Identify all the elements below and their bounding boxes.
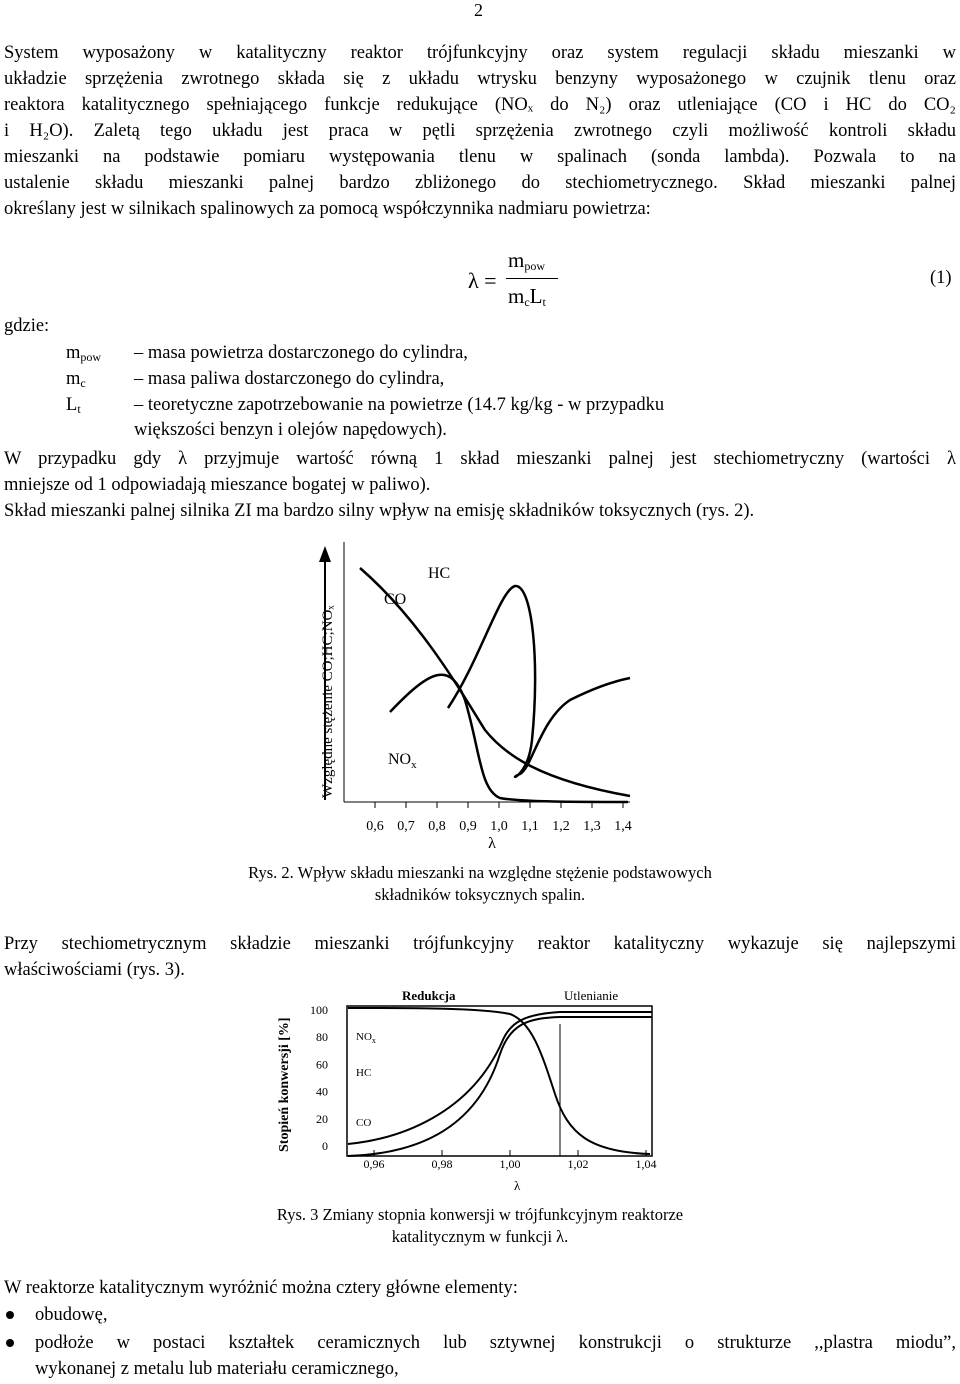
caption-line: składników toksycznych spalin. <box>374 885 586 904</box>
definition-text: – masa paliwa dostarczonego do cylindra, <box>134 369 445 389</box>
fig2-x-tick-label: 1,4 <box>614 819 632 834</box>
figure-3-chart <box>270 984 690 1196</box>
definition-continuation: większości benzyn i olejów napędowych). <box>134 420 447 440</box>
formula-numerator: $m_{pow}$ <box>508 248 546 273</box>
fig3-y-tick-label: 60 <box>316 1057 328 1072</box>
figure-3-caption <box>0 1204 960 1248</box>
nox-label: $NO_x$ <box>388 751 417 771</box>
hc-curve <box>448 586 630 777</box>
hc-conv-label: HC <box>356 1067 372 1079</box>
definition-symbol: $L_t$ <box>66 395 81 416</box>
equation-number: (1) <box>930 268 952 288</box>
fig2-x-tick-label: 1,0 <box>490 819 508 834</box>
fig2-x-tick-label: 0,9 <box>459 819 477 834</box>
list-item-text: obudowę, <box>35 1305 108 1325</box>
arrow-head-icon <box>319 546 331 562</box>
definition-symbol: $m_c$ <box>66 369 86 390</box>
caption-line: katalitycznym w funkcji λ. <box>391 1227 569 1246</box>
caption-line: Rys. 3 Zmiany stopnia konwersji w trójfunkcyjnym reaktorze <box>276 1205 684 1224</box>
fig2-ylabel: Względne stężenie CO;HC;NOₓ <box>320 605 336 798</box>
gdzie-label: gdzie: <box>4 316 50 336</box>
fig2-x-tick-label: 0,7 <box>397 819 415 834</box>
fig3-ylabel: Stopień konwersji [%] <box>277 1017 292 1152</box>
figure-2-caption <box>0 862 960 906</box>
para-line: i H₂O). Zaletą tego układu jest praca w pętli sprzężenia zwrotnego czyli możliwość kontroli składu <box>4 121 956 141</box>
fig2-x-tick-label: 1,2 <box>552 819 570 834</box>
fig3-y-tick-label: 20 <box>316 1111 328 1126</box>
page-number: 2 <box>474 0 483 20</box>
fig2-xlabel: λ <box>488 835 496 852</box>
fig3-x-tick-label: 0,96 <box>363 1157 385 1171</box>
fig3-y-tick-label: 80 <box>316 1030 328 1045</box>
para-line: mniejsze od 1 odpowiadają mieszance bogatej w paliwo). <box>4 475 431 495</box>
list-item <box>0 1302 960 1329</box>
formula-denominator: $m_cL_t$ <box>508 284 546 309</box>
nox-conversion-curve <box>348 1008 650 1154</box>
reactor-paragraph <box>4 931 956 983</box>
figure-2-chart <box>300 540 660 860</box>
fig2-x-tick-label: 1,3 <box>583 819 601 834</box>
fig3-plot-frame <box>347 1006 652 1156</box>
fraction-bar <box>506 278 558 279</box>
lambda-formula <box>0 240 960 320</box>
para-line: W przypadku gdy λ przyjmuje wartość równą 1 skład mieszanki palnej jest stechiometryczny (wartości λ <box>4 449 956 469</box>
bullet-icon <box>6 1339 14 1347</box>
fig3-x-tick-label: 0,98 <box>431 1157 453 1171</box>
fig3-x-tick-label: 1,02 <box>567 1157 589 1171</box>
para-line: określany jest w silnikach spalinowych za pomocą współczynnika nadmiaru powietrza: <box>4 199 651 219</box>
hc-conversion-curve <box>348 1012 652 1144</box>
definition-text: – masa powietrza dostarczonego do cylindra, <box>134 343 468 363</box>
nox-curve <box>390 675 628 802</box>
formula-lhs: λ = <box>468 268 497 293</box>
para-line: ustalenie składu mieszanki palnej bardzo zbliżonego do stechiometrycznego. Skład mieszanki palnej <box>4 173 956 193</box>
definition-row <box>0 395 960 421</box>
definition-row <box>0 343 960 369</box>
para-line: System wyposażony w katalityczny reaktor trójfunkcyjny oraz system regulacji składu mieszanki w <box>4 43 956 63</box>
fig2-x-tick-label: 0,6 <box>366 819 384 834</box>
para-line: właściwościami (rys. 3). <box>4 960 185 980</box>
fig3-y-tick-label: 100 <box>310 1003 328 1017</box>
elements-list <box>0 1302 960 1382</box>
oxidation-label: Utlenianie <box>564 988 619 1003</box>
elements-paragraph: W reaktorze katalitycznym wyróżnić można cztery główne elementy: <box>4 1278 518 1298</box>
definitions-list <box>0 343 960 443</box>
co-conv-label: CO <box>356 1117 372 1129</box>
reduction-label: Redukcja <box>402 988 456 1003</box>
fig3-x-tick-label: 1,00 <box>499 1157 521 1171</box>
list-item-text: wykonanej z metalu lub materiału ceramicznego, <box>35 1359 399 1379</box>
para-line: mieszanki na podstawie pomiaru występowania tlenu w spalinach (sonda lambda). Pozwala to na <box>4 147 956 167</box>
nox-conv-label: $NO_x$ <box>356 1031 376 1045</box>
fig3-y-tick-label: 40 <box>316 1084 328 1099</box>
fig3-xlabel: λ <box>514 1178 521 1193</box>
list-item <box>0 1330 960 1384</box>
list-item-text: podłoże w postaci kształtek ceramicznych lub sztywnej konstrukcji o strukturze ,,plastra miodu”, <box>35 1333 956 1353</box>
stoichiometry-paragraph <box>4 446 956 498</box>
co-label: CO <box>384 591 407 608</box>
intro-paragraph <box>4 40 956 222</box>
definition-symbol: $m_{pow}$ <box>66 343 102 364</box>
para-line: układzie sprzężenia zwrotnego składa się z układu wtrysku benzyny wyposażonego w czujnik tlenu oraz <box>4 69 956 89</box>
para-line: Przy stechiometrycznym składzie mieszanki trójfunkcyjny reaktor katalityczny wykazuje się najlepszymi <box>4 934 956 954</box>
para-line: reaktora katalitycznego spełniającego funkcje redukujące (NOₓ do N₂) oraz utleniające (CO i HC do CO₂ <box>4 95 956 115</box>
caption-line: Rys. 2. Wpływ składu mieszanki na względne stężenie podstawowych <box>248 863 712 882</box>
fig2-x-tick-label: 0,8 <box>428 819 446 834</box>
bullet-icon <box>6 1311 14 1319</box>
definition-row <box>0 369 960 395</box>
definition-text: – teoretyczne zapotrzebowanie na powietrze (14.7 kg/kg - w przypadku <box>134 395 665 415</box>
fig3-x-tick-label: 1,04 <box>635 1157 657 1171</box>
fig2-x-tick-label: 1,1 <box>521 819 539 834</box>
fig3-y-tick-label: 0 <box>322 1139 328 1153</box>
emission-paragraph: Skład mieszanki palnej silnika ZI ma bardzo silny wpływ na emisję składników toksycznych (rys. 2). <box>4 501 755 521</box>
hc-label: HC <box>428 565 451 582</box>
